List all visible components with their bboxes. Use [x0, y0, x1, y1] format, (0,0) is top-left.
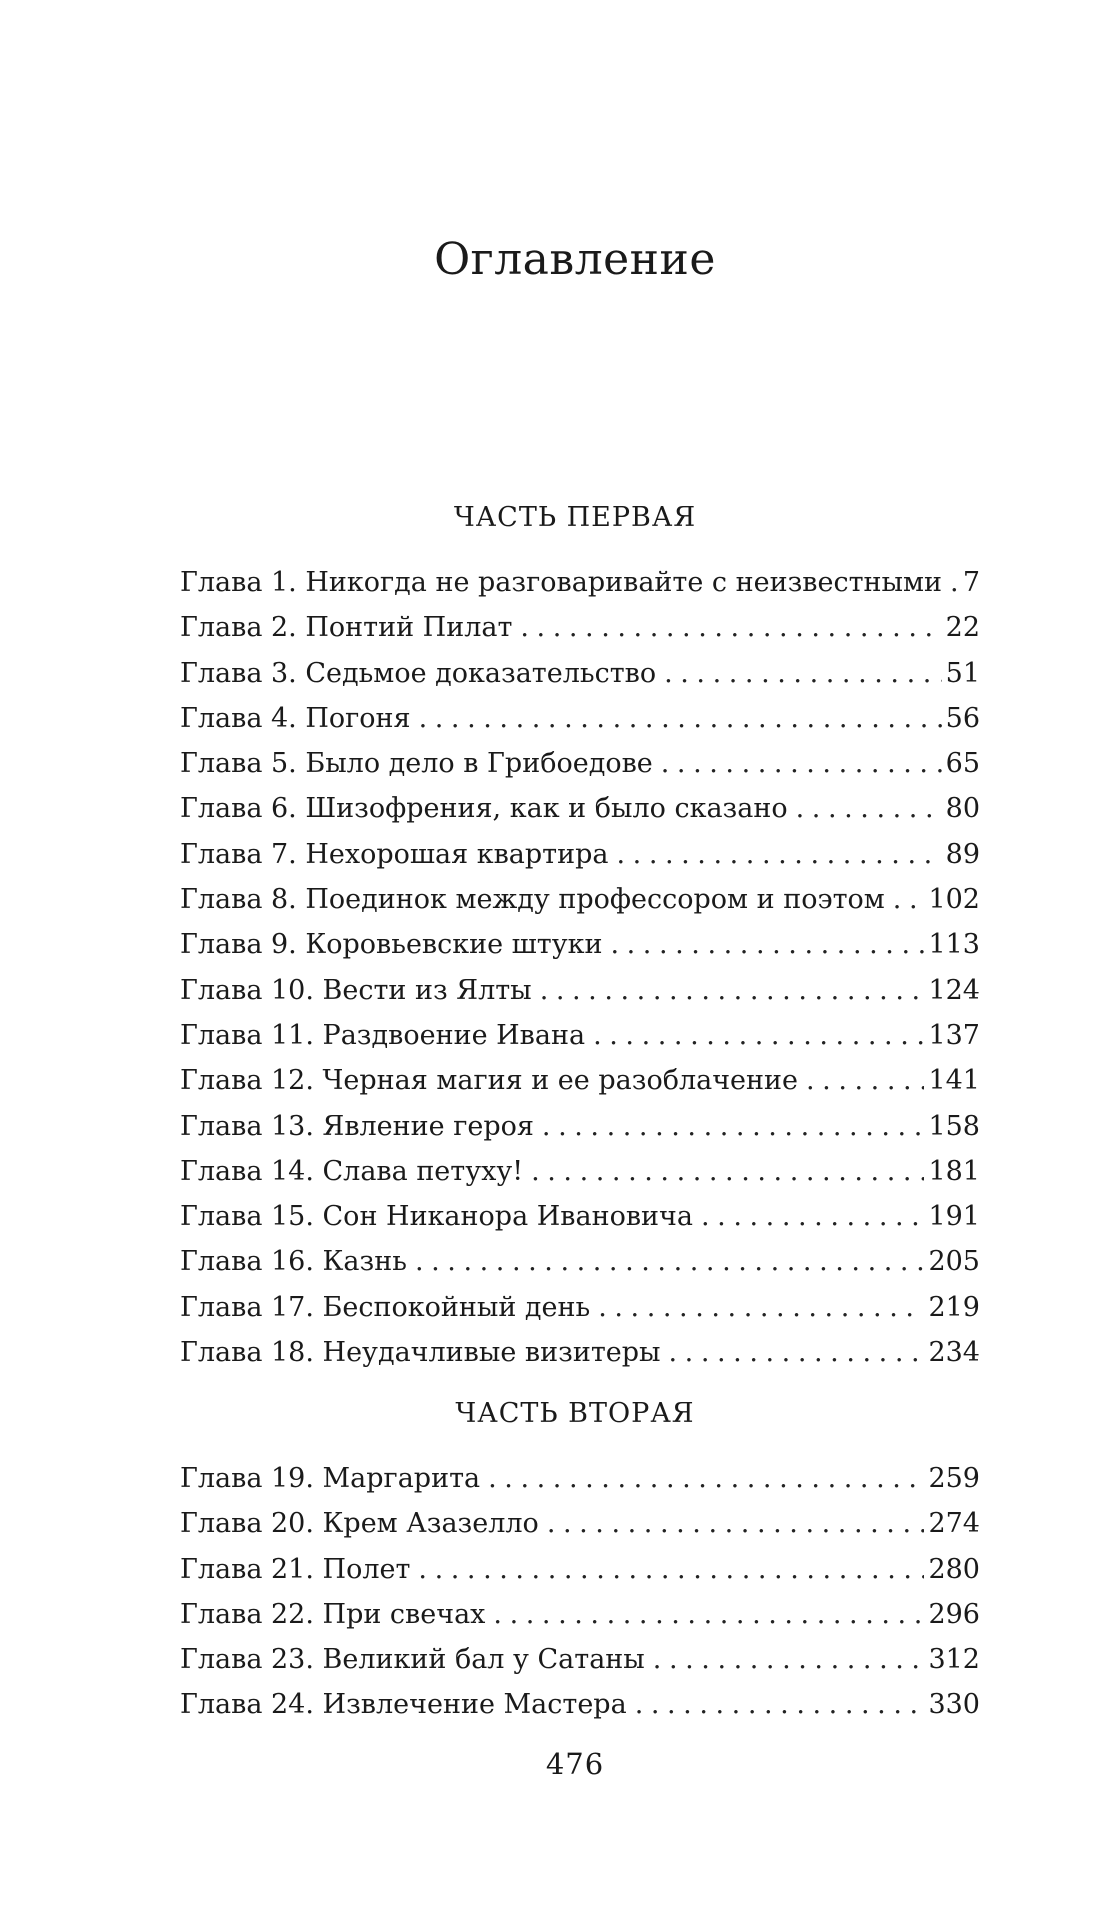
toc-entry [180, 1682, 980, 1727]
chapter-page-number: 280 [928, 1553, 980, 1585]
chapter-title: Глава 6. Шизофрения, как и было сказано [180, 793, 788, 825]
toc-entry [180, 1547, 980, 1592]
toc-entry [180, 1058, 980, 1103]
dot-leader [598, 1285, 924, 1330]
dot-leader [616, 832, 941, 877]
chapter-page-number: 312 [928, 1644, 980, 1676]
chapter-page-number: 234 [928, 1337, 980, 1369]
page-number: 476 [545, 1747, 605, 1781]
chapter-page-number: 89 [945, 838, 980, 870]
chapter-title: Глава 24. Извлечение Мастера [180, 1689, 627, 1721]
chapter-title: Глава 7. Нехорошая квартира [180, 838, 609, 870]
dot-leader [488, 1456, 924, 1501]
toc-part-two [180, 1456, 980, 1728]
chapter-page-number: 65 [945, 748, 980, 780]
chapter-title: Глава 23. Великий бал у Сатаны [180, 1644, 645, 1676]
toc-entry [180, 1149, 980, 1194]
chapter-title: Глава 17. Беспокойный день [180, 1291, 591, 1323]
chapter-page-number: 259 [928, 1463, 980, 1494]
toc-entry [180, 877, 980, 922]
chapter-page-number: 102 [928, 884, 980, 916]
toc-entry [180, 1239, 980, 1284]
toc-part-one [180, 560, 980, 1375]
dot-leader [520, 605, 941, 650]
toc-entry [180, 696, 980, 741]
chapter-page-number: 124 [928, 974, 980, 1006]
toc-entry [180, 968, 980, 1013]
chapter-title: Глава 12. Черная магия и ее разоблачение [180, 1065, 799, 1097]
chapter-title: Глава 14. Слава петуху! [180, 1155, 524, 1187]
dot-leader [806, 1058, 924, 1103]
toc-entry [180, 741, 980, 786]
chapter-page-number: 80 [945, 793, 980, 825]
dot-leader [635, 1682, 925, 1727]
dot-leader [418, 1547, 924, 1592]
chapter-page-number: 158 [928, 1110, 980, 1142]
dot-leader [950, 560, 959, 605]
toc-entry [180, 832, 980, 877]
toc-entry [180, 1285, 980, 1330]
dot-leader [664, 651, 942, 696]
dot-leader [415, 1239, 925, 1284]
toc-entry [180, 1592, 980, 1637]
chapter-page-number: 181 [928, 1155, 980, 1187]
chapter-title: Глава 11. Раздвоение Ивана [180, 1019, 586, 1051]
toc-entry [180, 1013, 980, 1058]
chapter-page-number: 51 [945, 657, 980, 689]
chapter-title: Глава 18. Неудачливые визитеры [180, 1337, 661, 1369]
toc-entry [180, 786, 980, 831]
dot-leader [540, 968, 925, 1013]
dot-leader [661, 741, 942, 786]
chapter-page-number: 7 [962, 567, 980, 598]
chapter-page-number: 137 [928, 1019, 980, 1051]
toc-entry [180, 1104, 980, 1149]
chapter-title: Глава 8. Поединок между профессором и поэтом [180, 884, 885, 916]
chapter-title: Глава 9. Коровьевские штуки [180, 929, 603, 961]
dot-leader [701, 1194, 924, 1239]
toc-entry [180, 1637, 980, 1682]
dot-leader [653, 1637, 925, 1682]
chapter-page-number: 56 [945, 702, 980, 734]
toc-entry [180, 651, 980, 696]
chapter-title: Глава 15. Сон Никанора Ивановича [180, 1201, 693, 1233]
dot-leader [531, 1149, 924, 1194]
dot-leader [542, 1104, 925, 1149]
toc-entry [180, 1330, 980, 1375]
chapter-page-number: 141 [928, 1065, 980, 1097]
chapter-page-number: 274 [928, 1508, 980, 1540]
chapter-title: Глава 13. Явление героя [180, 1110, 534, 1142]
chapter-title: Глава 1. Никогда не разговаривайте с неизвестными [180, 567, 943, 598]
chapter-title: Глава 19. Маргарита [180, 1463, 481, 1494]
toc-entry [180, 1501, 980, 1546]
chapter-page-number: 113 [928, 929, 980, 961]
dot-leader [796, 786, 942, 831]
dot-leader [547, 1501, 925, 1546]
dot-leader [593, 1013, 924, 1058]
toc-entry [180, 1194, 980, 1239]
chapter-title: Глава 5. Было дело в Грибоедове [180, 748, 653, 780]
chapter-page-number: 219 [928, 1291, 980, 1323]
dot-leader [419, 696, 942, 741]
part-two-heading: ЧАСТЬ ВТОРАЯ [455, 1398, 695, 1429]
chapter-page-number: 191 [928, 1201, 980, 1233]
toc-entry [180, 1456, 980, 1501]
chapter-title: Глава 4. Погоня [180, 702, 411, 734]
chapter-page-number: 22 [945, 612, 980, 644]
chapter-title: Глава 20. Крем Азазелло [180, 1508, 539, 1540]
chapter-title: Глава 22. При свечах [180, 1598, 486, 1630]
part-one-heading: ЧАСТЬ ПЕРВАЯ [453, 502, 697, 533]
dot-leader [893, 877, 925, 922]
toc-entry [180, 922, 980, 967]
chapter-page-number: 330 [928, 1689, 980, 1721]
toc-entry [180, 605, 980, 650]
chapter-title: Глава 21. Полет [180, 1553, 411, 1585]
chapter-title: Глава 2. Понтий Пилат [180, 612, 513, 644]
dot-leader [669, 1330, 925, 1375]
page-title: Оглавление [434, 234, 716, 286]
chapter-page-number: 205 [928, 1246, 980, 1278]
chapter-title: Глава 3. Седьмое доказательство [180, 657, 657, 689]
chapter-title: Глава 16. Казнь [180, 1246, 407, 1278]
toc-entry [180, 560, 980, 605]
dot-leader [493, 1592, 924, 1637]
dot-leader [610, 922, 924, 967]
chapter-page-number: 296 [928, 1598, 980, 1630]
chapter-title: Глава 10. Вести из Ялты [180, 974, 532, 1006]
